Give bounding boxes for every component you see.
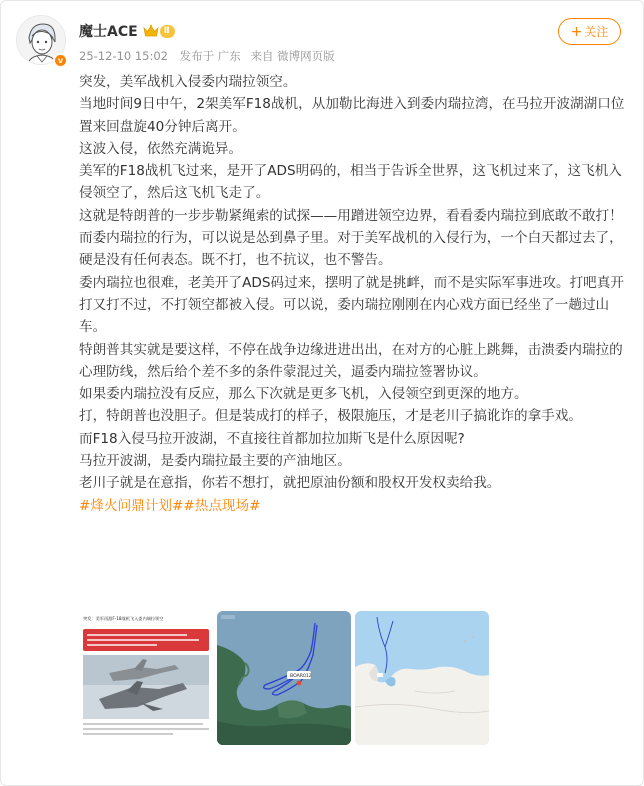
- image-thumbnail-article[interactable]: [79, 611, 213, 745]
- post-paragraph: 而F18入侵马拉开波湖，不直接往首都加拉加斯飞是什么原因呢?: [79, 430, 465, 447]
- verified-icon: v: [53, 53, 68, 68]
- topic-links[interactable]: #烽火问鼎计划##热点现场#: [79, 497, 261, 514]
- post-paragraph: 而委内瑞拉的行为，可以说是怂到鼻子里。对于美军战机的入侵行为，一个白天都过去了，硬是没有任何表态。既不打，也不抗议，也不警告。: [79, 230, 623, 269]
- post-paragraph: 如果委内瑞拉没有反应，那么下次就是更多飞机，入侵领空到更深的地方。: [79, 386, 528, 403]
- post-location: 发布于 广东: [179, 49, 241, 63]
- post-paragraph: 委内瑞拉也很难，老美开了ADS码过来，摆明了就是挑衅，而不是实际军事进攻。打吧真开打又打不过，不打领空都被入侵。可以说，委内瑞拉刚刚在内心戏方面已经坐了一趟过山车。: [79, 274, 624, 336]
- post-paragraph: 马拉开波湖，是委内瑞拉最主要的产油地区。: [79, 453, 351, 470]
- post-paragraph: 美军的F18战机飞过来，是开了ADS明码的，相当于告诉全世界，这飞机过来了，这飞机入侵领空了，然后这飞机飞走了。: [79, 163, 622, 202]
- post-paragraph: 突发，美军战机入侵委内瑞拉领空。: [79, 74, 297, 90]
- post-paragraph: 打，特朗普也没胆子。但是装成打的样子，极限施压，才是老川子搞讹诈的拿手戏。: [79, 408, 582, 425]
- image-thumbnail-flight-map[interactable]: [217, 611, 351, 745]
- author-name-row: [79, 20, 175, 42]
- plus-icon: +: [570, 23, 583, 40]
- post-meta: [79, 48, 341, 64]
- post-source: 来自 微博网页版: [250, 49, 335, 63]
- flight-track-map-image: [217, 611, 351, 745]
- image-grid: [79, 611, 489, 745]
- post-paragraph: 老川子就是在意指，你若不想打，就把原油份额和股权开发权卖给我。: [79, 475, 501, 492]
- article-screenshot-image: [79, 611, 213, 745]
- flight-callsign-label: BOAR012: [290, 674, 312, 679]
- post-text: [79, 71, 627, 517]
- image-thumbnail-region-map[interactable]: [355, 611, 489, 745]
- crown-icon: [143, 24, 159, 38]
- follow-button-label: 关注: [584, 25, 609, 39]
- post-paragraph: 这波入侵，依然充满诡异。: [79, 140, 243, 157]
- author-name[interactable]: 魔士ACE: [79, 24, 138, 40]
- post-datetime[interactable]: 25-12-10 15:02: [79, 49, 168, 63]
- post-paragraph: 特朗普其实就是要这样，不停在战争边缘进进出出，在对方的心脏上跳舞，击溃委内瑞拉的心理防线，然后给个差不多的条件蒙混过关，逼委内瑞拉签署协议。: [79, 341, 623, 380]
- post-paragraph: 这就是特朗普的一步步勒紧绳索的试探——用蹭进领空边界，看看委内瑞拉到底敢不敢打！: [79, 207, 623, 224]
- region-map-image: [355, 611, 489, 745]
- post-paragraph: 当地时间9日中午，2架美军F18战机，从加勒比海进入到委内瑞拉湾，在马拉开波湖湖口位置来回盘旋40分钟后离开。: [79, 96, 625, 135]
- member-level-badge: Ⅱ: [160, 25, 175, 38]
- follow-button[interactable]: [558, 18, 621, 45]
- article-headline: 突发：美军再派F-18战机飞入委内瑞拉领空: [83, 616, 164, 621]
